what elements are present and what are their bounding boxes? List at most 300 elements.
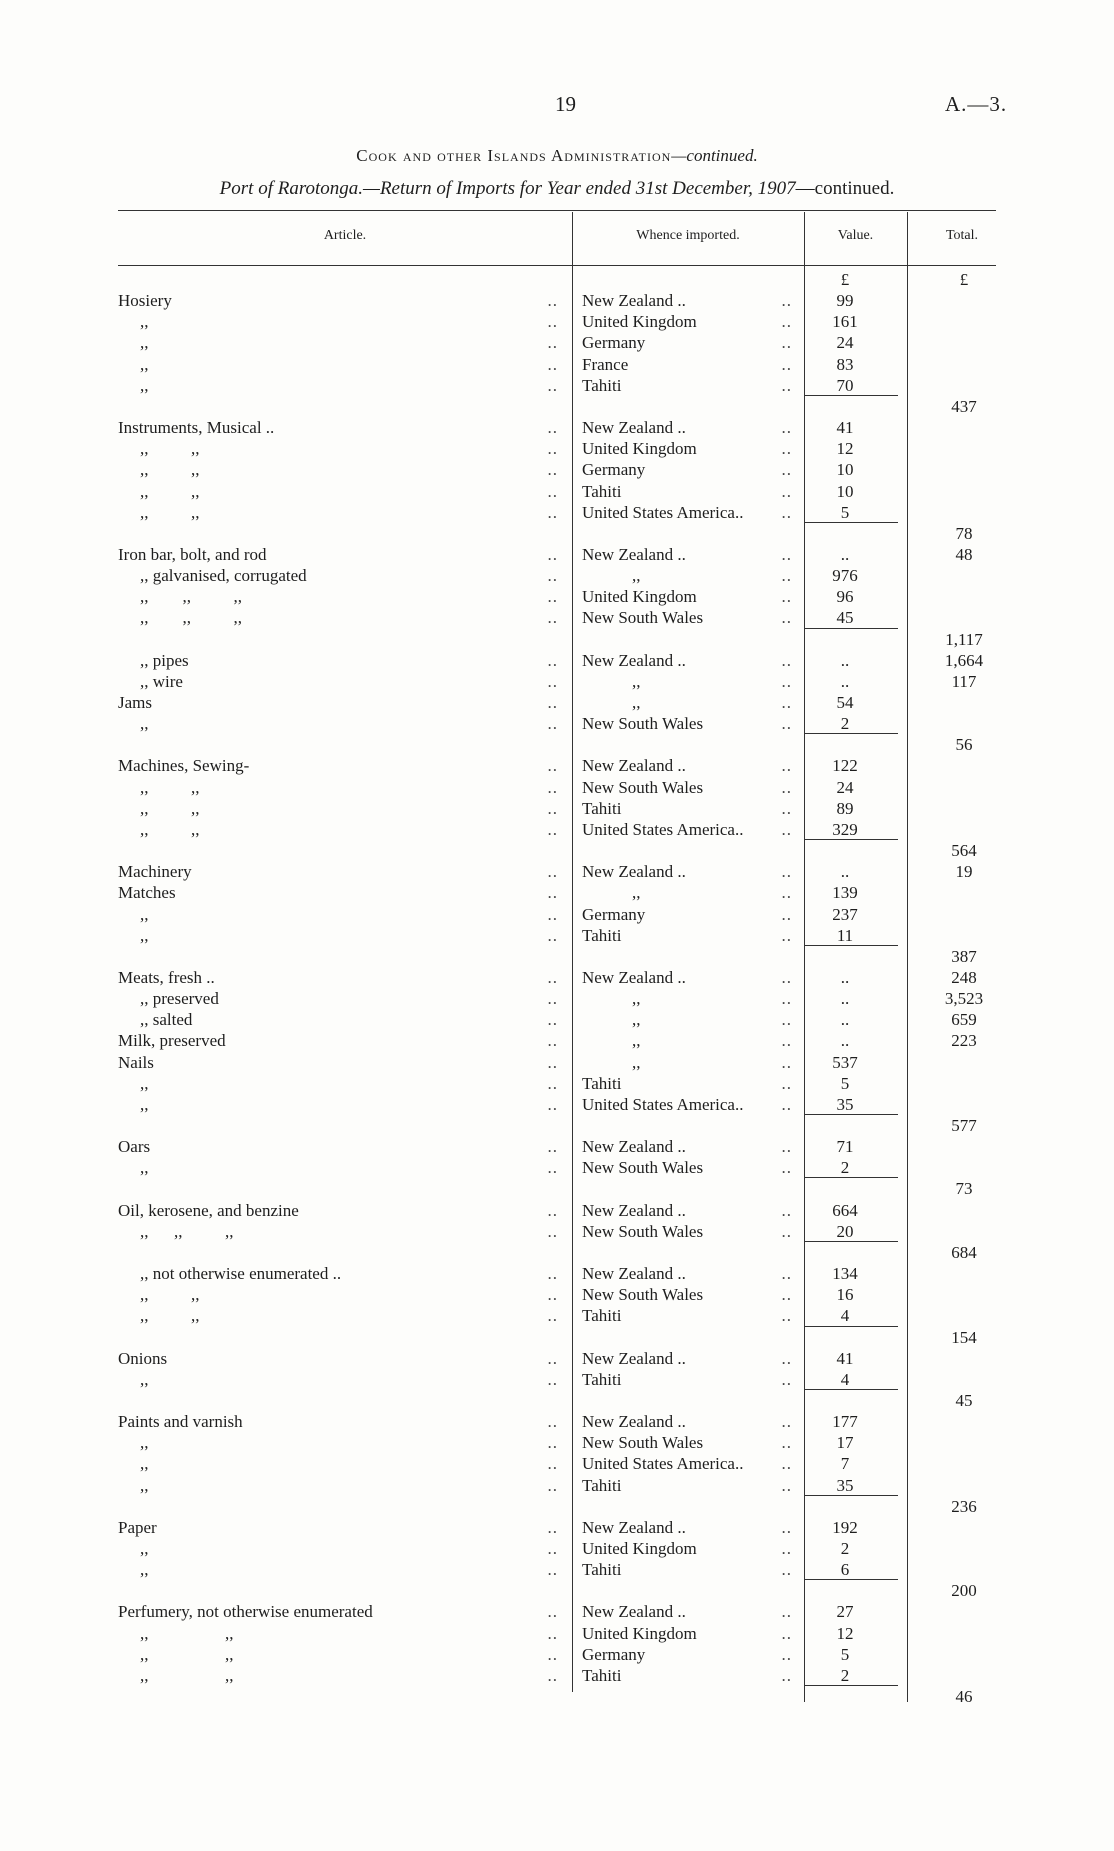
value-cell: 54 xyxy=(836,693,854,712)
whence-cell: New Zealand .. xyxy=(582,418,686,437)
value-cell: 161 xyxy=(832,312,858,331)
total-cell: 437 xyxy=(951,397,977,416)
whence-leader-dots: .. xyxy=(781,1010,792,1029)
article-leader-dots: .. xyxy=(547,1222,558,1241)
article-cell: Perfumery, not otherwise enumerated xyxy=(118,1602,373,1621)
value-cell: 122 xyxy=(832,756,858,775)
total-cell: 45 xyxy=(955,1391,973,1410)
value-cell: 192 xyxy=(832,1518,858,1537)
value-cell: 70 xyxy=(836,376,854,395)
article-leader-dots: .. xyxy=(547,482,558,501)
whence-leader-dots: .. xyxy=(781,1412,792,1431)
whence-cell: ,, xyxy=(632,693,641,712)
whence-leader-dots: .. xyxy=(781,1433,792,1452)
whence-cell: ,, xyxy=(632,1031,641,1050)
table-row xyxy=(0,819,1114,840)
article-cell: Meats, fresh .. xyxy=(118,968,215,987)
table-row xyxy=(0,1157,1114,1178)
article-cell: ,, ,, xyxy=(140,1624,234,1643)
article-cell: ,, wire xyxy=(140,672,183,691)
article-cell: ,, ,, xyxy=(140,482,200,501)
article-leader-dots: .. xyxy=(547,312,558,331)
article-cell: ,, salted xyxy=(140,1010,193,1029)
total-cell: 684 xyxy=(951,1243,977,1262)
article-cell: ,, xyxy=(140,1539,149,1558)
table-row xyxy=(0,332,1114,353)
whence-cell: New Zealand .. xyxy=(582,545,686,564)
value-cell: 2 xyxy=(840,714,850,733)
total-cell: 19 xyxy=(955,862,973,881)
value-cell: .. xyxy=(840,651,850,670)
whence-cell: ,, xyxy=(632,989,641,1008)
article-leader-dots: .. xyxy=(547,1412,558,1431)
value-cell: 237 xyxy=(832,905,858,924)
whence-leader-dots: .. xyxy=(781,1370,792,1389)
article-leader-dots: .. xyxy=(547,693,558,712)
value-cell: 45 xyxy=(836,608,854,627)
article-cell: ,, xyxy=(140,312,149,331)
whence-cell: New South Wales xyxy=(582,608,704,627)
value-cell: 20 xyxy=(836,1222,854,1241)
whence-cell: United States America.. xyxy=(582,503,744,522)
table-row xyxy=(0,1686,1114,1707)
whence-leader-dots: .. xyxy=(781,968,792,987)
subtotal-rule xyxy=(804,1579,898,1580)
table-row xyxy=(0,1580,1114,1601)
whence-cell: United Kingdom xyxy=(582,439,697,458)
value-cell: 71 xyxy=(836,1137,854,1156)
article-cell: Hosiery xyxy=(118,291,172,310)
whence-cell: United States America.. xyxy=(582,820,744,839)
table-row xyxy=(0,438,1114,459)
whence-leader-dots: .. xyxy=(781,1137,792,1156)
article-leader-dots: .. xyxy=(547,1095,558,1114)
whence-leader-dots: .. xyxy=(781,1476,792,1495)
table-top-rule xyxy=(118,210,996,211)
article-cell: ,, pipes xyxy=(140,651,189,670)
table-row xyxy=(0,925,1114,946)
subtotal-rule xyxy=(804,733,898,734)
whence-cell: New Zealand .. xyxy=(582,1412,686,1431)
whence-cell: United Kingdom xyxy=(582,587,697,606)
table-row xyxy=(0,629,1114,650)
whence-cell: New South Wales xyxy=(582,1222,704,1241)
whence-leader-dots: .. xyxy=(781,1518,792,1537)
table-row xyxy=(0,1348,1114,1369)
value-cell: 96 xyxy=(836,587,854,606)
table-row xyxy=(0,1369,1114,1390)
whence-leader-dots: .. xyxy=(781,1349,792,1368)
article-leader-dots: .. xyxy=(547,862,558,881)
table-row xyxy=(0,1073,1114,1094)
document-reference: A.—3. xyxy=(945,92,1008,116)
whence-leader-dots: .. xyxy=(781,566,792,585)
whence-cell: Tahiti xyxy=(582,1560,622,1579)
whence-cell: New South Wales xyxy=(582,714,704,733)
table-row xyxy=(0,755,1114,776)
whence-cell: France xyxy=(582,355,629,374)
whence-leader-dots: .. xyxy=(781,799,792,818)
article-cell: Matches xyxy=(118,883,176,902)
value-cell: .. xyxy=(840,1031,850,1050)
article-leader-dots: .. xyxy=(547,926,558,945)
article-leader-dots: .. xyxy=(547,1158,558,1177)
whence-cell: Tahiti xyxy=(582,1370,622,1389)
whence-leader-dots: .. xyxy=(781,672,792,691)
whence-leader-dots: .. xyxy=(781,608,792,627)
total-cell: 48 xyxy=(955,545,973,564)
article-leader-dots: .. xyxy=(547,587,558,606)
article-cell: ,, ,, xyxy=(140,820,200,839)
whence-leader-dots: .. xyxy=(781,545,792,564)
article-cell: ,, ,, xyxy=(140,1645,234,1664)
article-cell: Milk, preserved xyxy=(118,1031,226,1050)
table-row xyxy=(0,1559,1114,1580)
article-leader-dots: .. xyxy=(547,333,558,352)
article-cell: Nails xyxy=(118,1053,154,1072)
table-row xyxy=(0,1094,1114,1115)
value-cell: 99 xyxy=(836,291,854,310)
table-row xyxy=(0,1327,1114,1348)
article-leader-dots: .. xyxy=(547,503,558,522)
whence-cell: New Zealand .. xyxy=(582,862,686,881)
table-row xyxy=(0,1030,1114,1051)
whence-leader-dots: .. xyxy=(781,312,792,331)
table-row xyxy=(0,269,1114,290)
article-leader-dots: .. xyxy=(547,756,558,775)
value-cell: .. xyxy=(840,989,850,1008)
total-cell: 577 xyxy=(951,1116,977,1135)
table-row xyxy=(0,459,1114,480)
whence-leader-dots: .. xyxy=(781,693,792,712)
article-leader-dots: .. xyxy=(547,820,558,839)
article-cell: ,, galvanised, corrugated xyxy=(140,566,307,585)
table-row xyxy=(0,1453,1114,1474)
article-leader-dots: .. xyxy=(547,1349,558,1368)
value-cell: 537 xyxy=(832,1053,858,1072)
subtotal-rule xyxy=(804,1685,898,1686)
article-leader-dots: .. xyxy=(547,989,558,1008)
subtotal-rule xyxy=(804,839,898,840)
whence-cell: Tahiti xyxy=(582,1074,622,1093)
article-cell: ,, xyxy=(140,1560,149,1579)
article-leader-dots: .. xyxy=(547,1476,558,1495)
value-cell: 11 xyxy=(836,926,854,945)
value-cell: 664 xyxy=(832,1201,858,1220)
table-row xyxy=(0,1538,1114,1559)
table-row xyxy=(0,882,1114,903)
article-leader-dots: .. xyxy=(547,1053,558,1072)
whence-leader-dots: .. xyxy=(781,1031,792,1050)
table-row xyxy=(0,544,1114,565)
table-row xyxy=(0,1475,1114,1496)
whence-cell: New Zealand .. xyxy=(582,1518,686,1537)
article-cell: Iron bar, bolt, and rod xyxy=(118,545,267,564)
table-row xyxy=(0,1411,1114,1432)
whence-cell: ,, xyxy=(632,672,641,691)
admin-title-text: Cook and other Islands Administration xyxy=(356,146,672,165)
table-row xyxy=(0,502,1114,523)
value-cell: 12 xyxy=(836,1624,854,1643)
table-row xyxy=(0,988,1114,1009)
table-row xyxy=(0,1263,1114,1284)
article-leader-dots: .. xyxy=(547,376,558,395)
table-row xyxy=(0,1623,1114,1644)
whence-cell: United States America.. xyxy=(582,1095,744,1114)
value-cell: 27 xyxy=(836,1602,854,1621)
value-cell: 35 xyxy=(836,1476,854,1495)
table-row xyxy=(0,1242,1114,1263)
value-cell: 4 xyxy=(840,1370,850,1389)
table-row xyxy=(0,1284,1114,1305)
value-cell: 83 xyxy=(836,355,854,374)
whence-leader-dots: .. xyxy=(781,989,792,1008)
article-leader-dots: .. xyxy=(547,439,558,458)
article-leader-dots: .. xyxy=(547,566,558,585)
value-cell: 5 xyxy=(840,503,850,522)
whence-leader-dots: .. xyxy=(781,714,792,733)
total-cell: 46 xyxy=(955,1687,973,1706)
value-cell: 41 xyxy=(836,1349,854,1368)
whence-leader-dots: .. xyxy=(781,905,792,924)
column-header-total: Total. xyxy=(945,228,979,243)
table-row xyxy=(0,1644,1114,1665)
value-cell: .. xyxy=(840,1010,850,1029)
subtotal-rule xyxy=(804,395,898,396)
header-bottom-rule xyxy=(118,265,996,266)
whence-cell: ,, xyxy=(632,883,641,902)
whence-cell: New Zealand .. xyxy=(582,1602,686,1621)
total-cell: 248 xyxy=(951,968,977,987)
table-row xyxy=(0,777,1114,798)
whence-cell: New Zealand .. xyxy=(582,651,686,670)
article-cell: ,, ,, xyxy=(140,439,200,458)
whence-cell: New Zealand .. xyxy=(582,291,686,310)
whence-leader-dots: .. xyxy=(781,862,792,881)
table-row xyxy=(0,692,1114,713)
value-cell: 139 xyxy=(832,883,858,902)
total-cell: 387 xyxy=(951,947,977,966)
whence-leader-dots: .. xyxy=(781,1602,792,1621)
article-leader-dots: .. xyxy=(547,1602,558,1621)
table-row xyxy=(0,1115,1114,1136)
value-cell: 5 xyxy=(840,1645,850,1664)
value-cell: 2 xyxy=(840,1666,850,1685)
value-cell: 134 xyxy=(832,1264,858,1283)
table-row xyxy=(0,1052,1114,1073)
whence-cell: New Zealand .. xyxy=(582,1137,686,1156)
article-cell: ,, ,, ,, xyxy=(140,608,242,627)
whence-cell: ,, xyxy=(632,1010,641,1029)
article-leader-dots: .. xyxy=(547,1306,558,1325)
whence-cell: Tahiti xyxy=(582,482,622,501)
value-cell: 2 xyxy=(840,1158,850,1177)
article-cell: ,, xyxy=(140,905,149,924)
total-cell: 73 xyxy=(955,1179,973,1198)
subtotal-rule xyxy=(804,1177,898,1178)
article-cell: Oars xyxy=(118,1137,151,1156)
table-row xyxy=(0,354,1114,375)
whence-leader-dots: .. xyxy=(781,439,792,458)
whence-cell: Tahiti xyxy=(582,1306,622,1325)
total-cell: 117 xyxy=(951,672,977,691)
subtotal-rule xyxy=(804,1389,898,1390)
article-leader-dots: .. xyxy=(547,968,558,987)
total-cell: 659 xyxy=(951,1010,977,1029)
article-leader-dots: .. xyxy=(547,1010,558,1029)
whence-cell: New South Wales xyxy=(582,1433,704,1452)
whence-cell: United Kingdom xyxy=(582,1624,697,1643)
table-row xyxy=(0,607,1114,628)
article-leader-dots: .. xyxy=(547,799,558,818)
value-cell: 2 xyxy=(840,1539,850,1558)
whence-cell: United Kingdom xyxy=(582,312,697,331)
whence-cell: Tahiti xyxy=(582,926,622,945)
value-cell: .. xyxy=(840,968,850,987)
page-number: 19 xyxy=(555,92,576,116)
value-cell: 16 xyxy=(836,1285,854,1304)
table-row xyxy=(0,1200,1114,1221)
whence-leader-dots: .. xyxy=(781,1306,792,1325)
table-row xyxy=(0,481,1114,502)
value-cell: £ xyxy=(840,270,850,289)
whence-leader-dots: .. xyxy=(781,1454,792,1473)
value-cell: 4 xyxy=(840,1306,850,1325)
value-cell: .. xyxy=(840,672,850,691)
article-cell: ,, not otherwise enumerated .. xyxy=(140,1264,342,1283)
article-cell: ,, xyxy=(140,1433,149,1452)
whence-leader-dots: .. xyxy=(781,333,792,352)
article-leader-dots: .. xyxy=(547,1433,558,1452)
whence-leader-dots: .. xyxy=(781,1158,792,1177)
whence-leader-dots: .. xyxy=(781,376,792,395)
whence-leader-dots: .. xyxy=(781,1074,792,1093)
article-cell: ,, xyxy=(140,333,149,352)
article-cell: ,, ,, xyxy=(140,1306,200,1325)
whence-leader-dots: .. xyxy=(781,1264,792,1283)
subtotal-rule xyxy=(804,1241,898,1242)
value-cell: .. xyxy=(840,545,850,564)
article-cell: Paper xyxy=(118,1518,157,1537)
table-row xyxy=(0,1390,1114,1411)
whence-cell: New South Wales xyxy=(582,1158,704,1177)
article-leader-dots: .. xyxy=(547,1560,558,1579)
article-cell: ,, xyxy=(140,355,149,374)
subtotal-rule xyxy=(804,1326,898,1327)
table-row xyxy=(0,1432,1114,1453)
table-row xyxy=(0,586,1114,607)
value-cell: 41 xyxy=(836,418,854,437)
article-leader-dots: .. xyxy=(547,883,558,902)
subtotal-rule xyxy=(804,1495,898,1496)
whence-leader-dots: .. xyxy=(781,883,792,902)
table-row xyxy=(0,396,1114,417)
total-cell: 200 xyxy=(951,1581,977,1600)
article-cell: ,, xyxy=(140,714,149,733)
subtotal-rule xyxy=(804,522,898,523)
article-leader-dots: .. xyxy=(547,545,558,564)
article-leader-dots: .. xyxy=(547,1264,558,1283)
whence-cell: New South Wales xyxy=(582,778,704,797)
article-leader-dots: .. xyxy=(547,608,558,627)
total-cell: 78 xyxy=(955,524,973,543)
value-cell: 177 xyxy=(832,1412,858,1431)
whence-leader-dots: .. xyxy=(781,418,792,437)
total-cell: 1,117 xyxy=(945,630,983,649)
whence-cell: New Zealand .. xyxy=(582,1201,686,1220)
whence-leader-dots: .. xyxy=(781,820,792,839)
article-cell: Onions xyxy=(118,1349,168,1368)
article-leader-dots: .. xyxy=(547,1137,558,1156)
article-cell: ,, xyxy=(140,926,149,945)
table-row xyxy=(0,650,1114,671)
article-leader-dots: .. xyxy=(547,1624,558,1643)
article-cell: ,, ,, xyxy=(140,503,200,522)
whence-leader-dots: .. xyxy=(781,1285,792,1304)
total-cell: 223 xyxy=(951,1031,977,1050)
subtitle-suffix: —continued. xyxy=(795,178,895,199)
whence-leader-dots: .. xyxy=(781,291,792,310)
table-row xyxy=(0,713,1114,734)
article-cell: ,, xyxy=(140,1454,149,1473)
value-cell: 12 xyxy=(836,439,854,458)
whence-leader-dots: .. xyxy=(781,778,792,797)
table-row xyxy=(0,290,1114,311)
article-cell: ,, xyxy=(140,1074,149,1093)
whence-cell: New Zealand .. xyxy=(582,1349,686,1368)
whence-leader-dots: .. xyxy=(781,482,792,501)
article-leader-dots: .. xyxy=(547,905,558,924)
article-leader-dots: .. xyxy=(547,1539,558,1558)
table-row xyxy=(0,417,1114,438)
value-cell: 17 xyxy=(836,1433,854,1452)
article-cell: ,, xyxy=(140,1158,149,1177)
article-cell: ,, ,, ,, xyxy=(140,587,242,606)
value-cell: 10 xyxy=(836,482,854,501)
article-cell: ,, ,, xyxy=(140,778,200,797)
table-row xyxy=(0,1178,1114,1199)
total-cell: 564 xyxy=(951,841,977,860)
table-row xyxy=(0,1136,1114,1157)
article-leader-dots: .. xyxy=(547,1201,558,1220)
table-row xyxy=(0,967,1114,988)
table-row xyxy=(0,375,1114,396)
whence-cell: Tahiti xyxy=(582,1666,622,1685)
total-cell: 1,664 xyxy=(944,651,984,670)
table-row xyxy=(0,1665,1114,1686)
total-cell: £ xyxy=(959,270,969,289)
value-cell: 10 xyxy=(836,460,854,479)
whence-leader-dots: .. xyxy=(781,1201,792,1220)
whence-leader-dots: .. xyxy=(781,1624,792,1643)
article-leader-dots: .. xyxy=(547,1666,558,1685)
whence-leader-dots: .. xyxy=(781,503,792,522)
article-cell: ,, ,, xyxy=(140,1285,200,1304)
article-leader-dots: .. xyxy=(547,1285,558,1304)
article-leader-dots: .. xyxy=(547,355,558,374)
whence-cell: United States America.. xyxy=(582,1454,744,1473)
table-row xyxy=(0,1009,1114,1030)
whence-cell: New Zealand .. xyxy=(582,756,686,775)
whence-leader-dots: .. xyxy=(781,651,792,670)
article-cell: ,, ,, xyxy=(140,1666,234,1685)
article-cell: ,, ,, xyxy=(140,799,200,818)
article-cell: ,, xyxy=(140,1370,149,1389)
article-cell: Machines, Sewing- xyxy=(118,756,250,775)
article-leader-dots: .. xyxy=(547,672,558,691)
whence-leader-dots: .. xyxy=(781,1053,792,1072)
article-leader-dots: .. xyxy=(547,1074,558,1093)
